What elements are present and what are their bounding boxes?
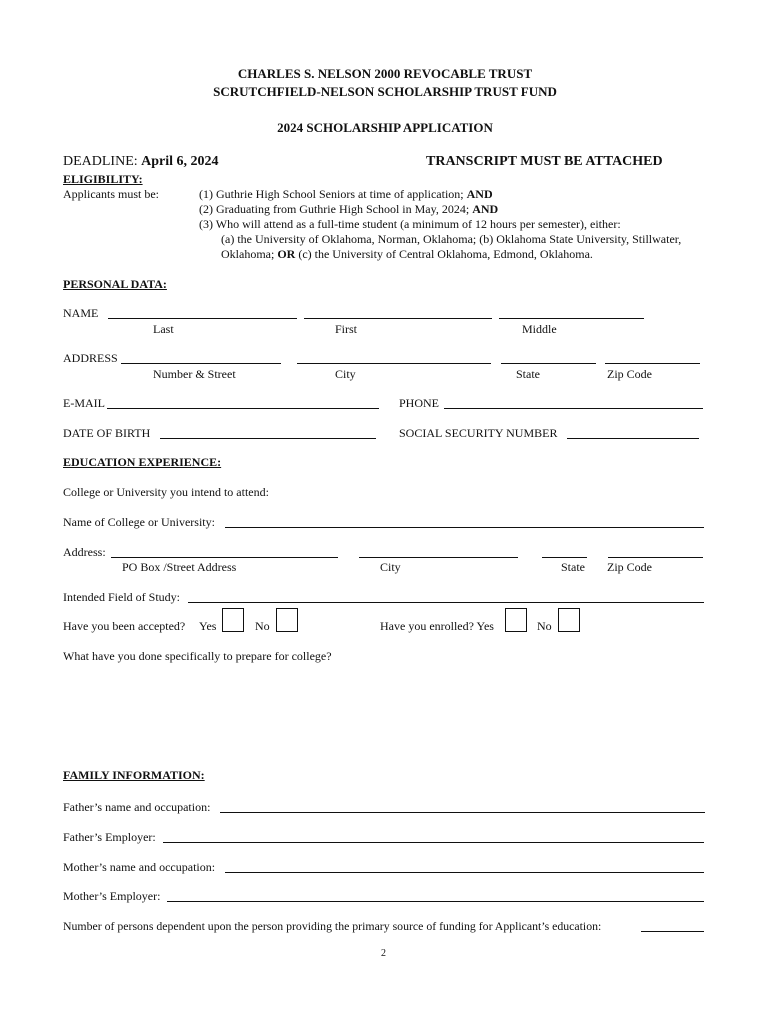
city-caption: City bbox=[335, 367, 356, 381]
father-employer-field[interactable] bbox=[163, 842, 704, 843]
fund-title: SCRUTCHFIELD-NELSON SCHOLARSHIP TRUST FUND bbox=[213, 84, 557, 99]
college-city-caption: City bbox=[380, 560, 401, 574]
state-caption: State bbox=[516, 367, 540, 381]
college-name-field[interactable] bbox=[225, 527, 704, 528]
field-of-study-label: Intended Field of Study: bbox=[63, 590, 180, 604]
state-field[interactable] bbox=[501, 363, 596, 364]
address-label: ADDRESS bbox=[63, 351, 118, 365]
father-name-field[interactable] bbox=[220, 812, 705, 813]
application-title: 2024 SCHOLARSHIP APPLICATION bbox=[277, 120, 493, 135]
zip-caption: Zip Code bbox=[607, 367, 652, 381]
college-state-field[interactable] bbox=[542, 557, 587, 558]
eligibility-item-3b bbox=[221, 247, 593, 262]
mother-employer-label: Mother’s Employer: bbox=[63, 889, 161, 903]
dob-label: DATE OF BIRTH bbox=[63, 426, 151, 440]
street-field[interactable] bbox=[121, 363, 281, 364]
father-name-label: Father’s name and occupation: bbox=[63, 800, 211, 814]
last-name-field[interactable] bbox=[108, 318, 297, 319]
last-caption: Last bbox=[153, 322, 174, 336]
eligibility-item-3b-post: (c) the University of Central Oklahoma, Edmond, Oklahoma. bbox=[298, 247, 593, 261]
or-word: OR bbox=[277, 247, 296, 261]
accepted-no-label: No bbox=[255, 619, 270, 633]
first-caption: First bbox=[335, 322, 358, 336]
eligibility-item-2-text: (2) Graduating from Guthrie High School in May, 2024; bbox=[199, 202, 470, 216]
father-employer-label: Father’s Employer: bbox=[63, 830, 156, 844]
mother-name-field[interactable] bbox=[225, 872, 704, 873]
prepare-question: What have you done specifically to prepare for college? bbox=[63, 649, 332, 663]
dob-field[interactable] bbox=[160, 438, 376, 439]
eligibility-item-2 bbox=[199, 202, 498, 217]
eligibility-item-1 bbox=[199, 187, 493, 202]
family-heading: FAMILY INFORMATION: bbox=[63, 768, 205, 782]
name-label: NAME bbox=[63, 306, 99, 320]
transcript-notice: TRANSCRIPT MUST BE ATTACHED bbox=[426, 154, 663, 169]
enrolled-no-checkbox[interactable] bbox=[558, 608, 580, 632]
intend-label: College or University you intend to attend: bbox=[63, 485, 269, 499]
education-heading: EDUCATION EXPERIENCE: bbox=[63, 455, 222, 469]
eligibility-item-3a: (a) the University of Oklahoma, Norman, Oklahoma; (b) Oklahoma State University, Stillwater, bbox=[221, 232, 682, 246]
college-name-label: Name of College or University: bbox=[63, 515, 215, 529]
middle-name-field[interactable] bbox=[499, 318, 644, 319]
email-field[interactable] bbox=[107, 408, 379, 409]
po-box-caption: PO Box /Street Address bbox=[122, 560, 237, 574]
deadline bbox=[63, 154, 219, 170]
eligibility-lead: Applicants must be: bbox=[63, 187, 159, 201]
city-field[interactable] bbox=[297, 363, 491, 364]
email-label: E-MAIL bbox=[63, 396, 105, 410]
college-street-field[interactable] bbox=[111, 557, 338, 558]
phone-field[interactable] bbox=[444, 408, 703, 409]
and-word: AND bbox=[466, 187, 493, 201]
dependents-label: Number of persons dependent upon the person providing the primary source of funding for Applicant’s education: bbox=[63, 919, 602, 933]
personal-data-heading: PERSONAL DATA: bbox=[63, 277, 167, 291]
college-state-caption: State bbox=[561, 560, 585, 574]
accepted-yes-label: Yes bbox=[199, 619, 217, 633]
eligibility-heading: ELIGIBILITY: bbox=[63, 172, 143, 186]
phone-label: PHONE bbox=[399, 396, 440, 410]
accepted-label: Have you been accepted? bbox=[63, 619, 186, 633]
middle-caption: Middle bbox=[522, 322, 557, 336]
street-caption: Number & Street bbox=[153, 367, 236, 381]
trust-title: CHARLES S. NELSON 2000 REVOCABLE TRUST bbox=[237, 66, 533, 81]
mother-name-label: Mother’s name and occupation: bbox=[63, 860, 216, 874]
enrolled-label: Have you enrolled? Yes bbox=[380, 619, 494, 633]
ssn-field[interactable] bbox=[567, 438, 699, 439]
mother-employer-field[interactable] bbox=[167, 901, 704, 902]
zip-field[interactable] bbox=[605, 363, 700, 364]
field-of-study-field[interactable] bbox=[188, 602, 704, 603]
deadline-label: DEADLINE: bbox=[63, 154, 138, 169]
dependents-field[interactable] bbox=[641, 931, 704, 932]
college-address-label: Address: bbox=[63, 545, 106, 559]
college-zip-field[interactable] bbox=[608, 557, 703, 558]
eligibility-item-3b-pre: Oklahoma; bbox=[221, 247, 275, 261]
accepted-yes-checkbox[interactable] bbox=[222, 608, 244, 632]
deadline-date: April 6, 2024 bbox=[141, 154, 219, 169]
first-name-field[interactable] bbox=[304, 318, 492, 319]
page-number: 2 bbox=[381, 948, 386, 959]
college-city-field[interactable] bbox=[359, 557, 518, 558]
and-word: AND bbox=[472, 202, 499, 216]
eligibility-item-1-text: (1) Guthrie High School Seniors at time of application; bbox=[199, 187, 464, 201]
accepted-no-checkbox[interactable] bbox=[276, 608, 298, 632]
college-zip-caption: Zip Code bbox=[607, 560, 652, 574]
ssn-label: SOCIAL SECURITY NUMBER bbox=[399, 426, 558, 440]
enrolled-yes-checkbox[interactable] bbox=[505, 608, 527, 632]
enrolled-no-label: No bbox=[537, 619, 552, 633]
eligibility-item-3: (3) Who will attend as a full-time student (a minimum of 12 hours per semester), either: bbox=[199, 217, 621, 231]
